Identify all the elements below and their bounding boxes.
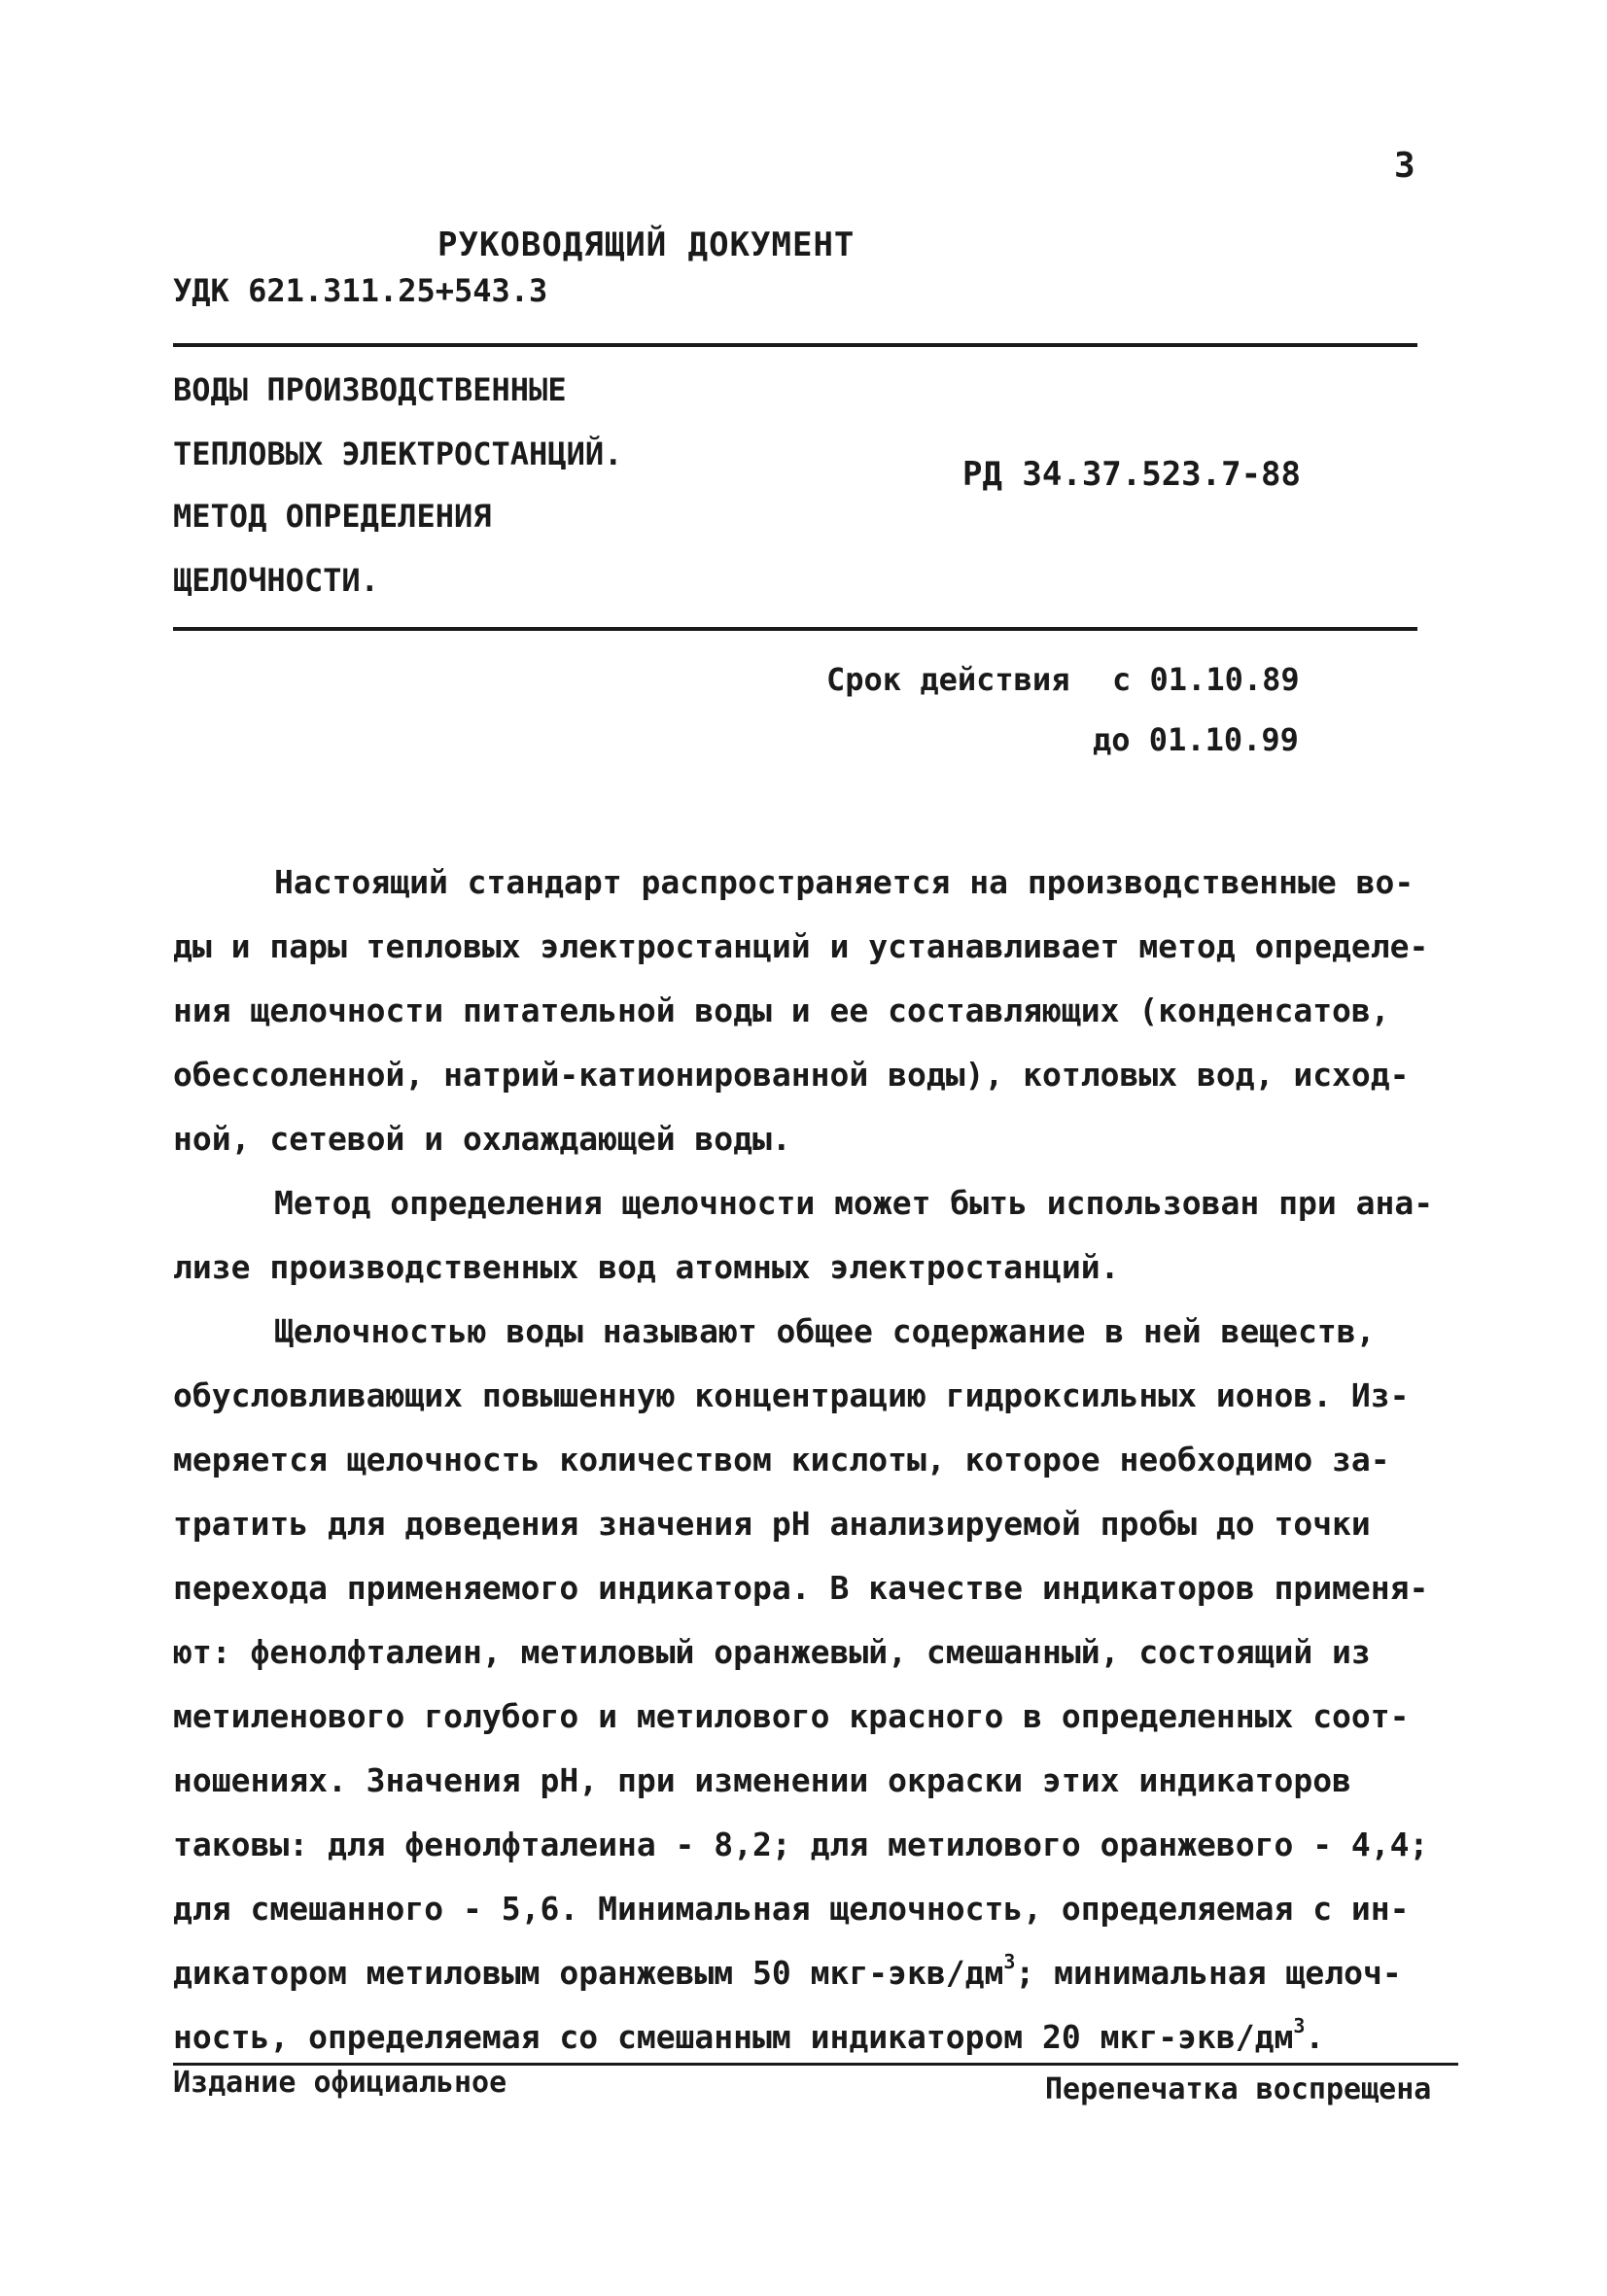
body-line-8: Щелочностью воды называют общее содержание в ней веществ, <box>274 1312 1376 1350</box>
bottom-rule <box>173 627 1417 631</box>
title-line-2: ТЕПЛОВЫХ ЭЛЕКТРОСТАНЦИЙ. <box>173 435 623 472</box>
body-line-10: меряется щелочность количеством кислоты, которое необходимо за- <box>173 1441 1390 1478</box>
body-line-4: обессоленной, натрий-катионированной воды), котловых вод, исход- <box>173 1056 1410 1094</box>
body-line-19-start: ность, определяемая со смешанным индикатором 20 мкг-экв/дм <box>173 2018 1294 2056</box>
body-line-9: обусловливающих повышенную концентрацию гидроксильных ионов. Из- <box>173 1376 1410 1414</box>
title-line-3: МЕТОД ОПРЕДЕЛЕНИЯ <box>173 498 492 535</box>
body-line-12: перехода применяемого индикатора. В качестве индикаторов применя- <box>173 1569 1429 1607</box>
body-line-18-end: ; минимальная щелоч- <box>1015 1954 1402 1992</box>
body-line-7: лизе производственных вод атомных электростанций. <box>173 1248 1120 1286</box>
body-line-11: тратить для доведения значения pH анализируемой пробы до точки <box>173 1505 1371 1543</box>
document-type-heading: РУКОВОДЯЩИЙ ДОКУМЕНТ <box>437 226 856 264</box>
body-line-18-start: дикатором метиловым оранжевым 50 мкг-экв/дм <box>173 1954 1004 1992</box>
body-line-19 <box>173 2014 1325 2056</box>
body-line-16: таковы: для фенолфталеина - 8,2; для метилового оранжевого - 4,4; <box>173 1826 1429 1863</box>
body-line-5: ной, сетевой и охлаждающей воды. <box>173 1120 791 1158</box>
superscript-cubic: 3 <box>1003 1950 1016 1973</box>
superscript-cubic-2: 3 <box>1293 2014 1306 2037</box>
title-line-1: ВОДЫ ПРОИЗВОДСТВЕННЫЕ <box>173 371 567 408</box>
body-line-13: ют: фенолфталеин, метиловый оранжевый, смешанный, состоящий из <box>173 1633 1371 1671</box>
footer-reprint-prohibited: Перепечатка воспрещена <box>1045 2072 1432 2106</box>
validity-to: до 01.10.99 <box>1093 721 1299 758</box>
top-rule <box>173 343 1417 347</box>
title-line-4: ЩЕЛОЧНОСТИ. <box>173 562 379 599</box>
body-line-18 <box>173 1950 1402 1992</box>
body-line-17: для смешанного - 5,6. Минимальная щелочность, определяемая с ин- <box>173 1890 1410 1928</box>
validity-from: с 01.10.89 <box>1112 661 1300 698</box>
body-line-6: Метод определения щелочности может быть использован при ана- <box>274 1184 1434 1222</box>
body-line-2: ды и пары тепловых электростанций и устанавливает метод определе- <box>173 927 1429 965</box>
document-code: РД 34.37.523.7-88 <box>962 455 1301 494</box>
body-line-3: ния щелочности питательной воды и ее составляющих (конденсатов, <box>173 991 1390 1029</box>
body-line-19-end: . <box>1305 2018 1325 2056</box>
validity-label: Срок действия <box>826 661 1070 698</box>
body-line-14: метиленового голубого и метилового красного в определенных соот- <box>173 1697 1410 1735</box>
body-line-15: ношениях. Значения pH, при изменении окраски этих индикаторов <box>173 1761 1351 1799</box>
body-line-1: Настоящий стандарт распространяется на производственные во- <box>274 863 1415 901</box>
footer-official-edition: Издание официальное <box>173 2066 507 2100</box>
page-number: 3 <box>1394 146 1415 186</box>
udk-code: УДК 621.311.25+543.3 <box>173 272 548 309</box>
